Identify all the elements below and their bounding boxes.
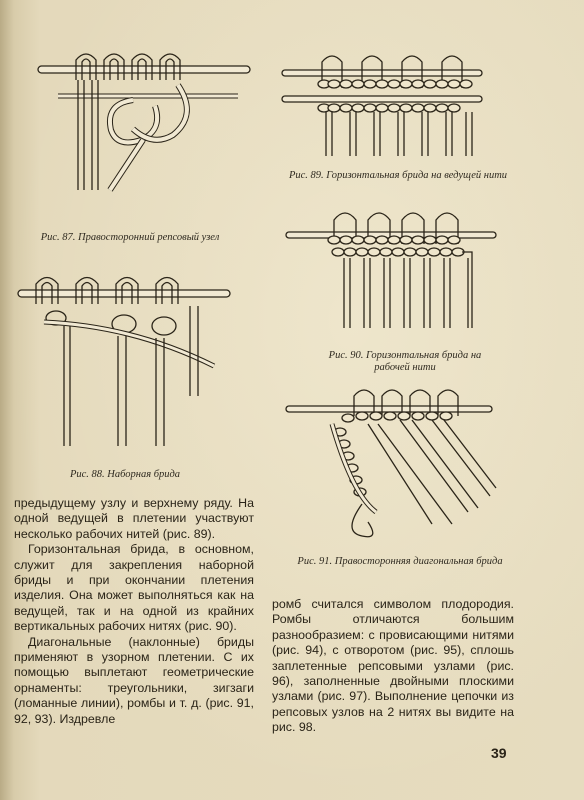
figure-91-caption: Рис. 91. Правосторонняя диагональная брида (297, 556, 503, 567)
figure-90-illustration (282, 204, 502, 330)
left-paragraph-1: предыдущему узлу и верхнему ряду. На одной ведущей в плетении участвуют несколько рабочих нитей (рис. 89). (14, 496, 254, 541)
figure-89-caption: Рис. 89. Горизонтальная брида на ведущей нити (288, 170, 508, 181)
figure-90-caption: Рис. 90. Горизонтальная брида на рабочей нити (328, 350, 482, 373)
figure-87-caption: Рис. 87. Правосторонний репсовый узел (40, 232, 220, 243)
figure-87-illustration (28, 40, 268, 220)
left-paragraph-3: Диагональные (наклонные) бриды применяют в узорном плетении. С их помощью выплетают геометрические орнаменты: треугольники, зигзаги (ломанные линии), ромбы и т. д. (рис. 91, 92, 93). Издревле (14, 634, 254, 726)
figure-91-illustration (282, 384, 512, 544)
left-paragraph-2: Горизонтальная брида, в основном, служит для закрепления наборной бриды и при окончании плетения изделия. Она может выполняться как на ведущей, так и на одной из крайних вертикальных рабочих нитях (рис. 90). (14, 542, 254, 634)
right-text-column (272, 597, 514, 736)
right-paragraph-1: ромб считался символом плодородия. Ромбы отличаются большим разнообразием: с провисающими нитями (рис. 94), с отворотом (рис. 95), сплошь заплетенные репсовыми узлами (рис. 96), заполненные двойными плоскими узлами (рис. 97). Выполнение цепочки из репсовых узлов на 2 нитях вы видите на рис. 98. (272, 597, 514, 735)
figure-89-illustration (276, 48, 512, 160)
left-text-column (14, 496, 254, 727)
figure-88-illustration (14, 266, 240, 456)
page-number: 39 (491, 745, 507, 761)
figure-88-caption: Рис. 88. Наборная брида (69, 469, 181, 480)
